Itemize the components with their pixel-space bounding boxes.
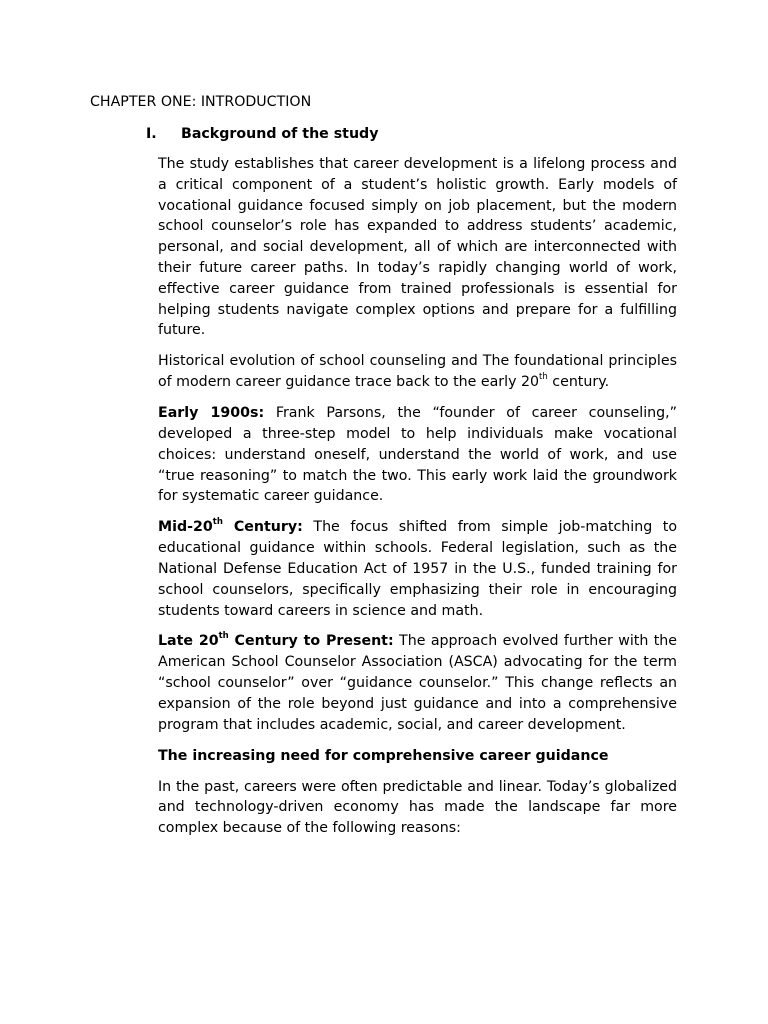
mid-20th-paragraph	[158, 517, 677, 621]
superscript-th: th	[218, 631, 229, 642]
mid-20th-label-end: Century:	[222, 519, 303, 536]
historical-text-end: century.	[547, 374, 610, 391]
body-text-column	[158, 154, 677, 849]
late-20th-text: The approach evolved further with the American School Counselor Association (ASCA) advocating for the term “school counselor” over “guidance counselor.” This change reflects an expansion of the role beyond just guidance and into a comprehensive program that includes academic, social, and career development.	[158, 633, 678, 733]
early-1900s-label: Early 1900s:	[158, 405, 265, 422]
late-20th-label-end: Century to Present:	[228, 633, 394, 650]
historical-text: Historical evolution of school counseling and The foundational principles of modern career guidance trace back to the early 20	[158, 353, 677, 391]
section-heading	[146, 124, 378, 144]
early-1900s-paragraph	[158, 403, 677, 507]
mid-20th-label	[158, 519, 303, 535]
superscript-th: th	[539, 372, 548, 383]
superscript-th: th	[212, 517, 223, 528]
late-20th-paragraph	[158, 631, 677, 735]
intro-paragraph: The study establishes that career development is a lifelong process and a critical component of a student’s holistic growth. Early models of vocational guidance focused simply on job placement, but the modern school counselor’s role has expanded to address students’ academic, personal, and social development, all of which are interconnected with their future career paths. In today’s rapidly changing world of work, effective career guidance from trained professionals is essential for helping students navigate complex options and prepare for a fulfilling future.	[158, 156, 677, 339]
section-title: Background of the study	[181, 126, 379, 142]
mid-20th-text: The focus shifted from simple job-matching to educational guidance within schools. Federal legislation, such as the National Defense Education Act of 1957 in the U.S., funded training for school counselors, specifically emphasizing their role in encouraging students toward careers in science and math.	[158, 519, 678, 619]
chapter-title: CHAPTER ONE: INTRODUCTION	[90, 94, 312, 110]
early-1900s-text: Frank Parsons, the “founder of career counseling,” developed a three-step model to help individuals make vocational choices: understand oneself, understand the world of work, and use “true reasoning” to match the two. This early work laid the groundwork for systematic career guidance.	[158, 405, 678, 505]
need-paragraph: In the past, careers were often predictable and linear. Today’s globalized and technology-driven economy has made the landscape far more complex because of the following reasons:	[158, 778, 677, 837]
need-heading: The increasing need for comprehensive career guidance	[158, 747, 609, 764]
section-number: I.	[146, 126, 157, 142]
late-20th-label	[158, 633, 394, 649]
late-20th-label-text: Late 20	[158, 633, 219, 650]
mid-20th-label-text: Mid-20	[158, 519, 213, 536]
historical-paragraph	[158, 351, 677, 393]
